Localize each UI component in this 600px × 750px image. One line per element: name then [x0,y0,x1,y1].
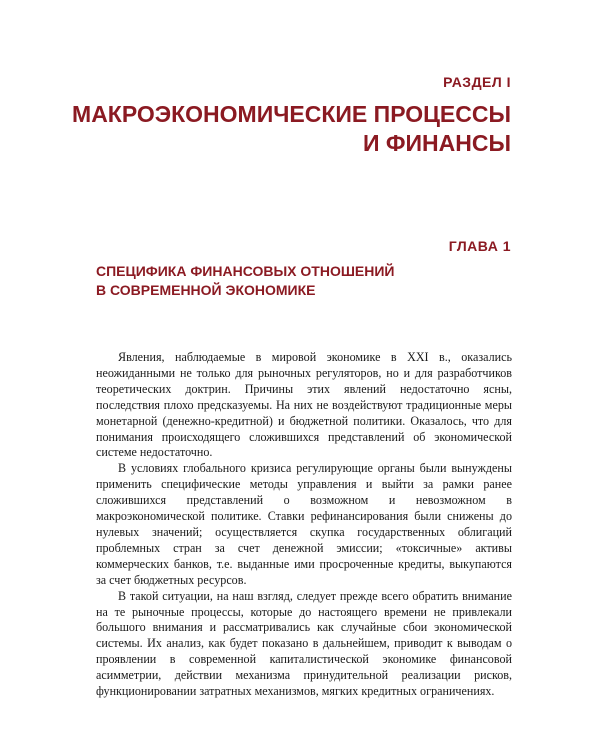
section-title-line-2: И ФИНАНСЫ [362,130,511,156]
section-title [71,100,511,158]
paragraph-1: Явления, наблюдаемые в мировой экономике в XXI в., оказались неожиданными не только для рыночных регуляторов, но и для разработчиков теоретических доктрин. Причины этих явлений недостаточно ясны, последствия плохо предсказуемы. На них не воздействуют традиционные меры монетарной (денежно-кредитной) и бюджетной политики. Оказалось, что для понимания происходящего сложившихся представлений об экономической системе недостаточно. [96,350,512,460]
paragraph-2: В условиях глобального кризиса регулирующие органы были вынуждены применить специфические методы управления и выйти за рамки ранее сложившихся представлений о возможном и невозможном в макроэкономической политике. Ставки рефинансирования были снижены до нулевых значений; осуществляется скупка государственных облигаций проблемных стран за счет денежной эмиссии; «токсичные» активы коммерческих банков, т.е. выданные ими просроченные кредиты, выкупаются за счет бюджетных ресурсов. [96,461,512,587]
body-text [96,350,512,700]
paragraph-3: В такой ситуации, на наш взгляд, следует прежде всего обратить внимание на те рыночные процессы, которые до настоящего времени не привлекали большого внимания и рассматривались как случайные сбои экономической системы. Их анализ, как будет показано в дальнейшем, приводит к выводам о проявлении в современной капиталистической экономике финансовой асимметрии, действии механизма принудительной реализации рисков, функционировании затратных механизмов, мягких кредитных ограничениях. [96,588,512,699]
chapter-title-line-1: СПЕЦИФИКА ФИНАНСОВЫХ ОТНОШЕНИЙ [96,263,395,279]
chapter-label: ГЛАВА 1 [448,238,511,254]
section-title-line-1: МАКРОЭКОНОМИЧЕСКИЕ ПРОЦЕССЫ [72,101,511,127]
chapter-title [96,262,516,300]
chapter-title-line-2: В СОВРЕМЕННОЙ ЭКОНОМИКЕ [96,282,316,298]
section-label: РАЗДЕЛ I [443,74,511,90]
